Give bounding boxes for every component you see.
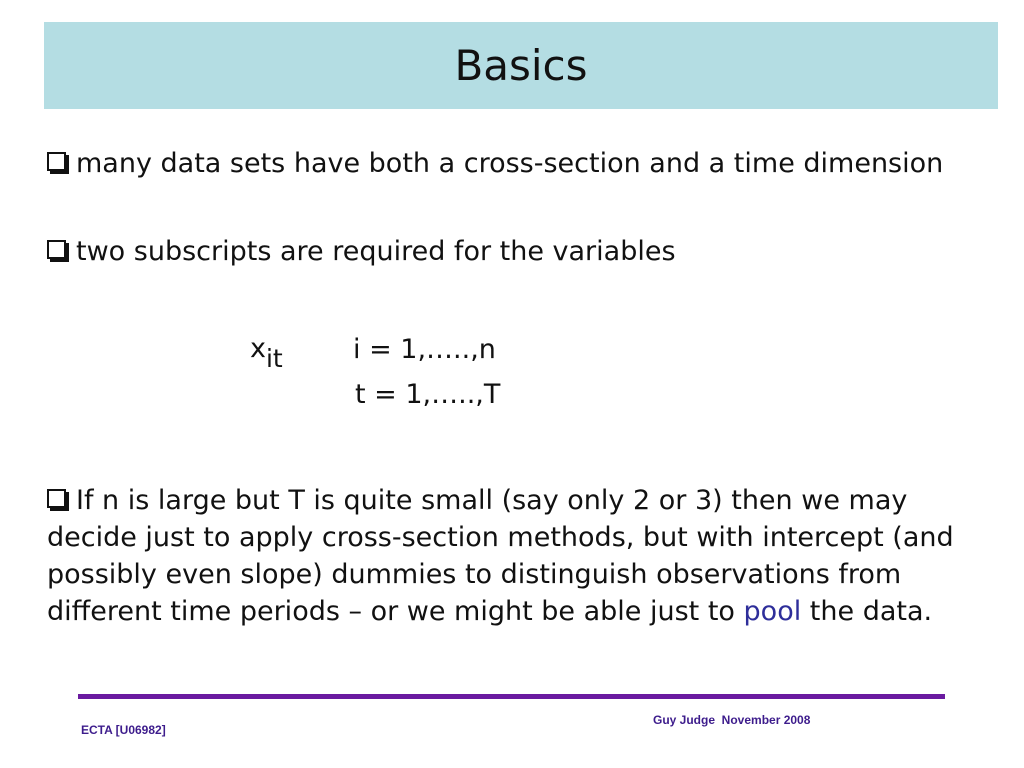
- formula-var-symbol: x: [250, 333, 266, 364]
- footer-course-code: ECTA [U06982]: [81, 723, 166, 737]
- bullet-text-2: two subscripts are required for the variables: [76, 236, 676, 267]
- checkbox-bullet-icon: [47, 240, 66, 259]
- formula-subscript: it: [265, 344, 283, 373]
- bullet-text-3-after: the data.: [801, 596, 933, 627]
- bullet-text-1: many data sets have both a cross-section and a time dimension: [76, 148, 944, 179]
- checkbox-bullet-icon: [47, 489, 66, 508]
- formula-line-1: i = 1,…..,n: [353, 334, 496, 365]
- bullet-text-3-before: If n is large but T is quite small (say only 2 or 3) then we may decide just to apply cross-section methods, but with intercept (and possibly even slope) dummies to distinguish observations from different time periods – or we might be able just to: [47, 485, 954, 627]
- bullet-item-1: [47, 145, 977, 182]
- footer-divider: [78, 694, 945, 699]
- bullet-item-2: [47, 233, 977, 270]
- footer-author-date: Guy Judge November 2008: [653, 713, 811, 727]
- bullet-item-3: [47, 482, 977, 630]
- formula-line-2: t = 1,…..,T: [355, 379, 501, 410]
- slide-title: Basics: [454, 41, 588, 90]
- checkbox-bullet-icon: [47, 152, 66, 171]
- pool-keyword: pool: [743, 596, 802, 627]
- title-bar: [44, 22, 998, 109]
- formula-variable: [250, 333, 283, 373]
